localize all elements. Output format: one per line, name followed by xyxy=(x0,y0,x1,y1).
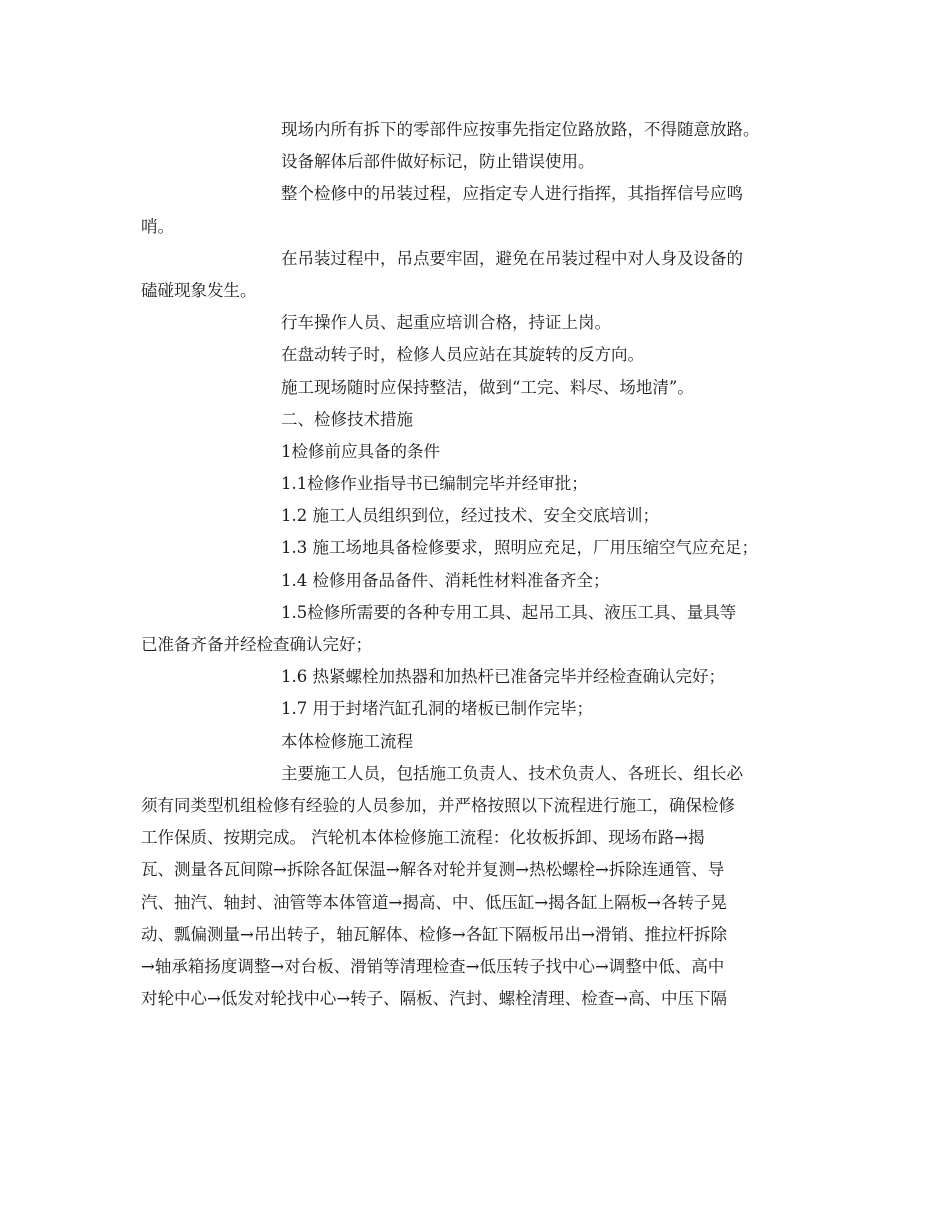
paragraph xyxy=(141,146,811,178)
paragraph xyxy=(141,661,811,693)
paragraph xyxy=(141,726,811,758)
paragraph-continuation-line: 哨。 xyxy=(141,216,174,236)
paragraph-first-line: 施工现场随时应保持整洁，做到“工完、料尽、场地清”。 xyxy=(281,377,694,397)
paragraph xyxy=(141,436,811,468)
paragraph xyxy=(141,693,811,725)
paragraph xyxy=(141,243,811,307)
paragraph-first-line: 现场内所有拆下的零部件应按事先指定位路放路，不得随意放路。 xyxy=(281,120,760,139)
paragraph-continuation-line: 动、瓢偏测量→吊出转子，轴瓦解体、检修→各缸下隔板吊出→滑销、推拉杆拆除 xyxy=(141,924,727,944)
paragraph-first-line: 1.2 施工人员组织到位，经过技术、安全交底培训； xyxy=(281,506,659,526)
paragraph xyxy=(141,500,811,532)
paragraph-first-line: 在吊装过程中，吊点要牢固，避免在吊装过程中对人身及设备的 xyxy=(281,248,743,268)
paragraph-first-line: 1检修前应具备的条件 xyxy=(281,441,440,461)
paragraph-continuation-line: 对轮中心→低发对轮找中心→转子、隔板、汽封、螺栓清理、检查→高、中压下隔 xyxy=(141,989,727,1009)
paragraph-continuation-line: 汽、抽汽、轴封、油管等本体管道→揭高、中、低压缸→揭各缸上隔板→各转子晃 xyxy=(141,892,727,912)
paragraph xyxy=(141,178,811,242)
paragraph-first-line: 1.6 热紧螺栓加热器和加热杆已准备完毕并经检查确认完好； xyxy=(281,667,725,687)
paragraph-first-line: 设备解体后部件做好标记，防止错误使用。 xyxy=(281,152,595,172)
paragraph xyxy=(141,565,811,597)
paragraph-first-line: 本体检修施工流程 xyxy=(281,731,413,751)
paragraph-first-line: 1.1检修作业指导书已编制完毕并经审批； xyxy=(281,474,588,494)
paragraph-first-line: 1.3 施工场地具备检修要求，照明应充足，厂用压缩空气应充足； xyxy=(281,538,758,558)
paragraph-first-line: 1.7 用于封堵汽缸孔洞的堵板已制作完毕； xyxy=(281,699,593,719)
paragraph xyxy=(141,468,811,500)
paragraph-continuation-line: 磕碰现象发生。 xyxy=(141,280,257,300)
paragraph xyxy=(141,114,811,146)
paragraph xyxy=(141,339,811,371)
paragraph-continuation-line: 须有同类型机组检修有经验的人员参加，并严格按照以下流程进行施工，确保检修 xyxy=(141,795,735,815)
paragraph-first-line: 整个检修中的吊装过程，应指定专人进行指挥，其指挥信号应鸣 xyxy=(281,184,743,204)
paragraph-first-line: 主要施工人员，包括施工负责人、技术负责人、各班长、组长必 xyxy=(281,763,743,783)
paragraph xyxy=(141,404,811,436)
paragraph xyxy=(141,597,811,661)
paragraph-first-line: 1.5检修所需要的各种专用工具、起吊工具、液压工具、量具等 xyxy=(281,602,737,622)
paragraph xyxy=(141,372,811,404)
paragraph-continuation-line: →轴承箱扬度调整→对台板、滑销等清理检查→低压转子找中心→调整中低、高中 xyxy=(141,956,725,976)
paragraph xyxy=(141,758,811,1016)
paragraph-continuation-line: 工作保质、按期完成。 汽轮机本体检修施工流程：化妆板拆卸、现场布路→揭 xyxy=(141,828,705,848)
paragraph-first-line: 1.4 检修用备品备件、消耗性材料准备齐全； xyxy=(281,570,610,590)
paragraph-first-line: 二、检修技术措施 xyxy=(281,409,413,429)
paragraph-first-line: 在盘动转子时，检修人员应站在其旋转的反方向。 xyxy=(281,345,644,365)
paragraph xyxy=(141,307,811,339)
paragraph-continuation-line: 瓦、测量各瓦间隙→拆除各缸保温→解各对轮并复测→热松螺栓→拆除连通管、导 xyxy=(141,860,725,880)
paragraph xyxy=(141,532,811,564)
document-body xyxy=(141,114,811,1015)
paragraph-continuation-line: 已准备齐备并经检查确认完好； xyxy=(141,635,372,654)
paragraph-first-line: 行车操作人员、起重应培训合格，持证上岗。 xyxy=(281,313,611,333)
